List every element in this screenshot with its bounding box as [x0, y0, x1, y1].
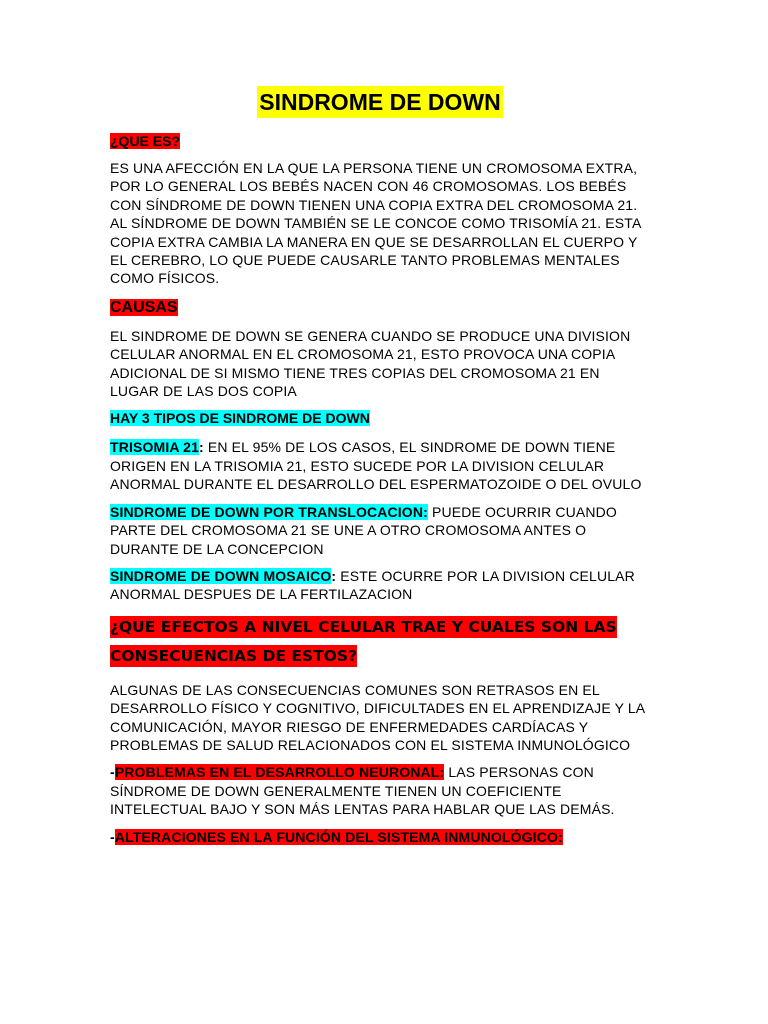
tipos-heading-block — [110, 409, 650, 428]
tipo-text: ESTE OCURRE POR LA DIVISION CELULAR ANORMAL DESPUES DE LA FERTILAZACION — [110, 567, 635, 603]
tipo-mosaico — [110, 567, 650, 604]
efecto-item-neuronal — [110, 763, 650, 818]
efectos-heading-block — [110, 613, 650, 671]
que-es-heading-block — [110, 132, 650, 151]
tipo-label: SINDROME DE DOWN MOSAICO — [110, 567, 332, 584]
title-block — [110, 86, 650, 118]
tipo-separator: : — [331, 567, 337, 584]
tipos-heading: HAY 3 TIPOS DE SINDROME DE DOWN — [110, 410, 370, 427]
causas-heading: CAUSAS — [110, 298, 178, 316]
tipo-text: PUEDE OCURRIR CUANDO PARTE DEL CROMOSOMA 21 SE UNE A OTRO CROMOSOMA ANTES O DURANTE DE LA CONCEPCION — [110, 503, 617, 557]
causas-paragraph: EL SINDROME DE DOWN SE GENERA CUANDO SE PRODUCE UNA DIVISION CELULAR ANORMAL EN EL CROMOSOMA 21, ESTO PROVOCA UNA COPIA ADICIONAL DE SI MISMO TIENE TRES COPIAS DEL CROMOSOMA 21 EN LUGAR DE LAS DOS COPIA — [110, 327, 631, 400]
efecto-text: LAS PERSONAS CON SÍNDROME DE DOWN GENERALMENTE TIENEN UN COEFICIENTE INTELECTUAL BAJO Y SON MÁS LENTAS PARA HABLAR QUE LAS DEMÁS. — [110, 764, 615, 818]
document-title: SINDROME DE DOWN — [257, 86, 503, 118]
list-dash: - — [110, 828, 115, 845]
list-dash: - — [110, 764, 115, 781]
tipo-translocacion — [110, 503, 650, 558]
tipo-label: SINDROME DE DOWN POR TRANSLOCACION: — [110, 503, 428, 520]
document-page — [110, 86, 650, 855]
tipo-separator: : — [199, 439, 204, 456]
efectos-heading: ¿QUE EFECTOS A NIVEL CELULAR TRAE Y CUALES SON LAS CONSECUENCIAS DE ESTOS? — [110, 617, 617, 665]
tipo-text: EN EL 95% DE LOS CASOS, EL SINDROME DE DOWN TIENE ORIGEN EN LA TRISOMIA 21, ESTO SUCEDE POR LA DIVISION CELULAR ANORMAL DURANTE EL DESARROLLO DEL ESPERMATOZOIDE O DEL OVULO — [110, 439, 642, 493]
efecto-label: ALTERACIONES EN LA FUNCIÓN DEL SISTEMA INMUNOLÓGICO: — [114, 828, 563, 845]
que-es-paragraph: ES UNA AFECCIÓN EN LA QUE LA PERSONA TIENE UN CROMOSOMA EXTRA, POR LO GENERAL LOS BEBÉS NACEN CON 46 CROMOSOMAS. LOS BEBÉS CON SÍNDROME DE DOWN TIENEN UNA COPIA EXTRA DEL CROMOSOMA 21. AL SÍNDROME DE DOWN TAMBIÉN SE LE CONCOE COMO TRISOMÍA 21. ESTA COPIA EXTRA CAMBIA LA MANERA EN QUE SE DESARROLLAN EL CUERPO Y EL CEREBRO, LO QUE PUEDE CAUSARLE TANTO PROBLEMAS MENTALES COMO FÍSICOS. — [110, 160, 641, 287]
tipo-trisomia-21 — [110, 438, 650, 493]
tipo-label: TRISOMIA 21 — [110, 439, 200, 456]
causas-heading-block — [110, 297, 650, 319]
efecto-label: PROBLEMAS EN EL DESARROLLO NEURONAL: — [114, 764, 445, 781]
que-es-heading: ¿QUE ES? — [110, 133, 181, 149]
efectos-paragraph: ALGUNAS DE LAS CONSECUENCIAS COMUNES SON RETRASOS EN EL DESARROLLO FÍSICO Y COGNITIVO, DIFICULTADES EN EL APRENDIZAJE Y LA COMUNICACIÓN, MAYOR RIESGO DE ENFERMEDADES CARDÍACAS Y PROBLEMAS DE SALUD RELACIONADOS CON EL SISTEMA INMUNOLÓGICO — [110, 681, 645, 753]
efecto-item-inmunologico — [110, 828, 650, 846]
